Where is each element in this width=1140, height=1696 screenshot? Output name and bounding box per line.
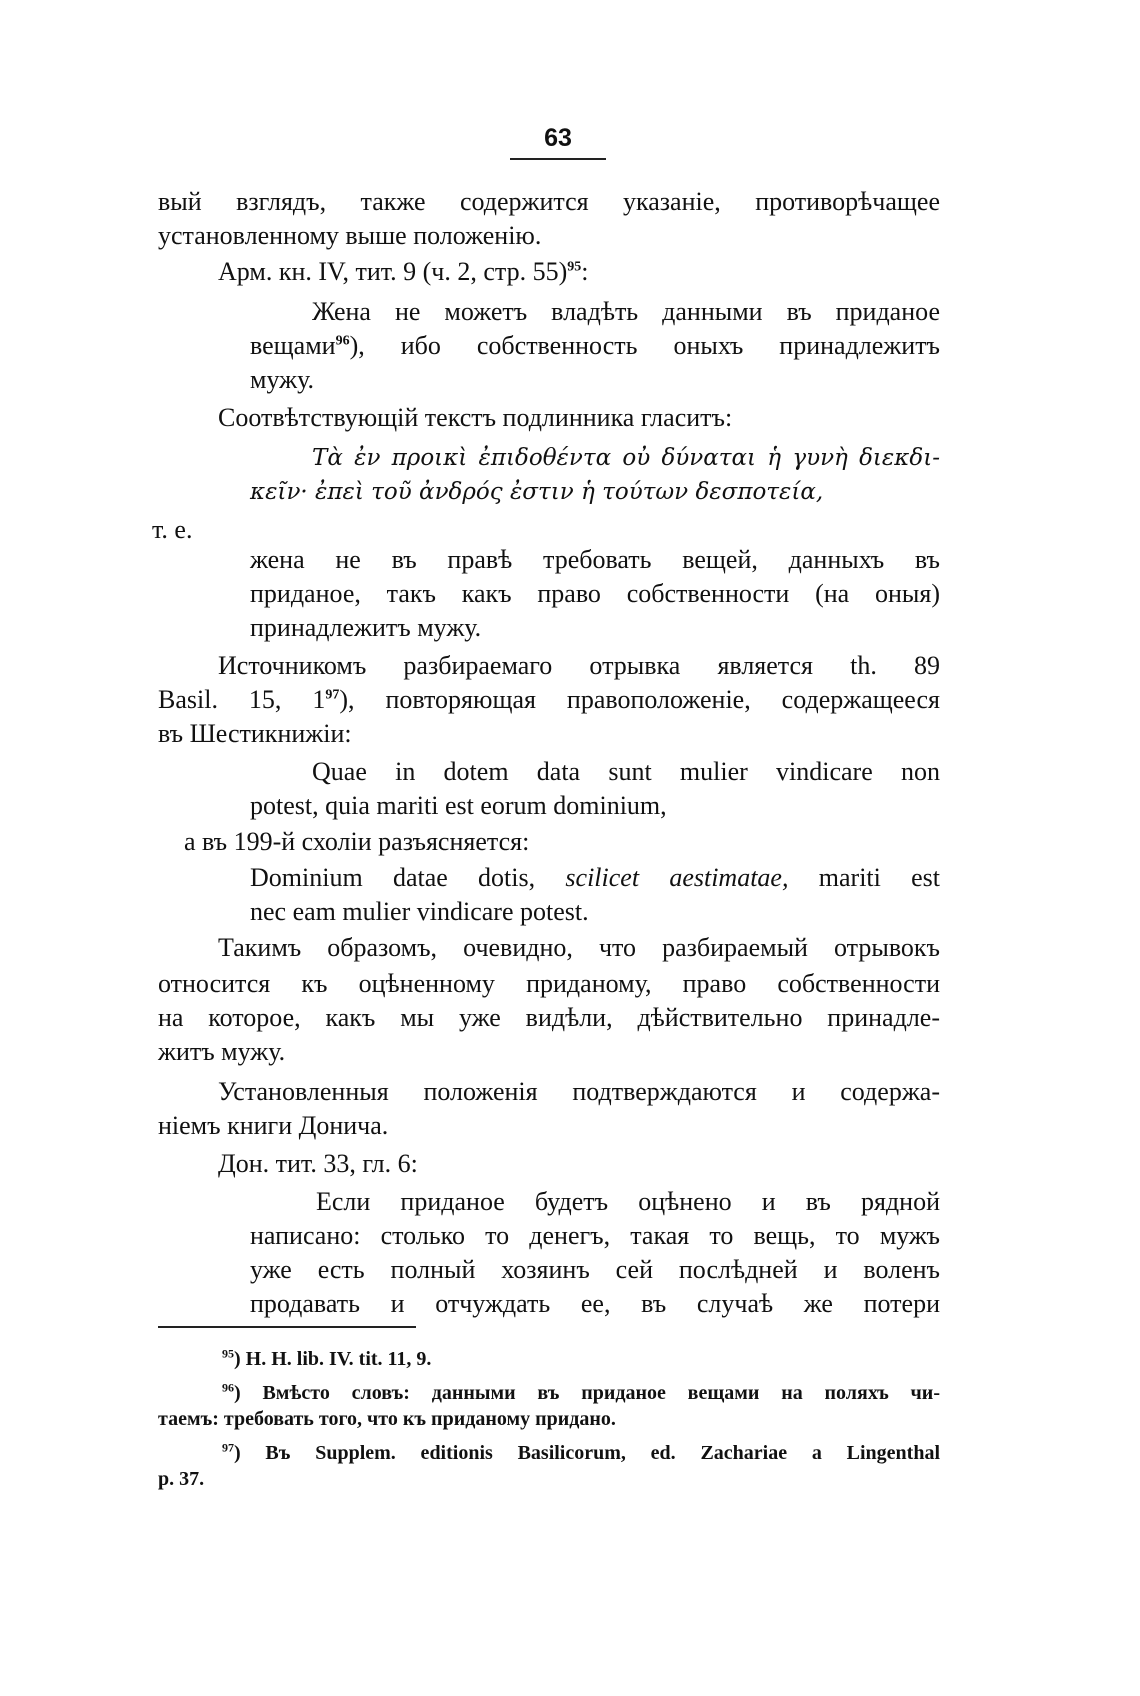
quote-line: написано: столько то денегъ, такая то вещь, то мужъ [250,1221,940,1250]
footnote-marker: 95 [567,259,582,275]
footnote-number: 95 [222,1346,234,1361]
greek-line: Τὰ ἐν προικὶ ἐπιδοθέντα οὐ δύναται ἡ γυνὴ διεκδι- [312,445,940,471]
quote-text: ), ибо собственность оныхъ принадлежитъ [349,331,940,360]
body-line: Источникомъ разбираемаго отрывка является th. 89 [218,651,940,680]
footnote-96-cont: таемъ: требовать того, что къ приданому придано. [158,1408,616,1430]
reference-line [218,256,589,288]
footnote-95 [222,1346,431,1372]
quote-line [250,330,940,362]
footnote-marker: 97 [325,687,340,703]
body-line: относится къ оцѣненному приданому, право собственности [158,969,940,998]
body-line: Такимъ образомъ, очевидно, что разбираемый отрывокъ [218,933,940,962]
body-line: житъ мужу. [158,1037,286,1066]
body-line: на которое, какъ мы уже видѣли, дѣйствительно принадле- [158,1003,940,1032]
footnote-96 [222,1380,940,1406]
latin-line [250,862,940,894]
body-line: установленному выше положенію. [158,221,542,250]
latin-italic: scilicet aestimatae, [565,863,789,892]
quote-line: продавать и отчуждать ее, въ случаѣ же потери [250,1289,940,1318]
body-text: Basil. 15, 1 [158,685,326,714]
footnote-97-cont: p. 37. [158,1468,205,1490]
footnote-text: ) Вмѣсто словъ: данными въ приданое вещами на поляхъ чи- [234,1382,940,1404]
body-line: въ Шестикнижіи: [158,719,352,748]
footnote-number: 97 [222,1440,234,1455]
body-line [158,684,940,716]
body-line: а въ 199-й схоліи разъясняется: [184,827,530,856]
body-text: ), повторяющая правоположеніе, содержащееся [339,685,940,714]
body-line: Соотвѣтствующій текстъ подлинника гласитъ: [218,403,733,432]
page-number: 63 [544,124,572,152]
latin-line: potest, quia mariti est eorum dominium, [250,791,667,820]
greek-line: κεῖν· ἐπεὶ τοῦ ἀνδρός ἐστιν ἡ τούτων δεσποτεία, [250,479,824,505]
footnote-marker: 96 [335,333,350,349]
latin-text: mariti est [818,863,941,892]
body-line: вый взглядъ, также содержится указаніе, противорѣчащее [158,187,940,216]
footnote-97 [222,1440,940,1466]
body-line: Установленныя положенія подтверждаются и содержа- [218,1077,940,1106]
footnote-number: 96 [222,1380,234,1395]
reference-punct: : [581,257,589,286]
page-number-rule [510,158,606,160]
quote-line: приданое, такъ какъ право собственности (на оныя) [250,579,940,608]
body-line: ніемъ книги Донича. [158,1111,389,1140]
quote-line: Если приданое будетъ оцѣнено и въ рядной [316,1187,940,1216]
footnote-rule [158,1326,416,1328]
reference-line: Дон. тит. 33, гл. 6: [218,1149,418,1178]
te-label: т. е. [152,515,193,544]
quote-line: принадлежитъ мужу. [250,613,482,642]
quote-line: жена не въ правѣ требовать вещей, данныхъ въ [250,545,940,574]
footnote-text: ) Н. Н. lib. IV. tit. 11, 9. [234,1348,432,1370]
latin-text: Dominium datae dotis, [250,863,536,892]
latin-line: nec eam mulier vindicare potest. [250,897,589,926]
footnote-text: ) Въ Supplem. editionis Basilicorum, ed. Zachariae a Lingenthal [234,1442,940,1464]
quote-text: вещами [250,331,336,360]
quote-line: уже есть полный хозяинъ сей послѣдней и воленъ [250,1255,940,1284]
latin-line: Quae in dotem data sunt mulier vindicare non [312,757,940,786]
quote-line: Жена не можетъ владѣть данными въ приданое [312,297,940,326]
quote-line: мужу. [250,365,314,394]
reference-text: Арм. кн. IV, тит. 9 (ч. 2, стр. 55) [218,257,568,286]
